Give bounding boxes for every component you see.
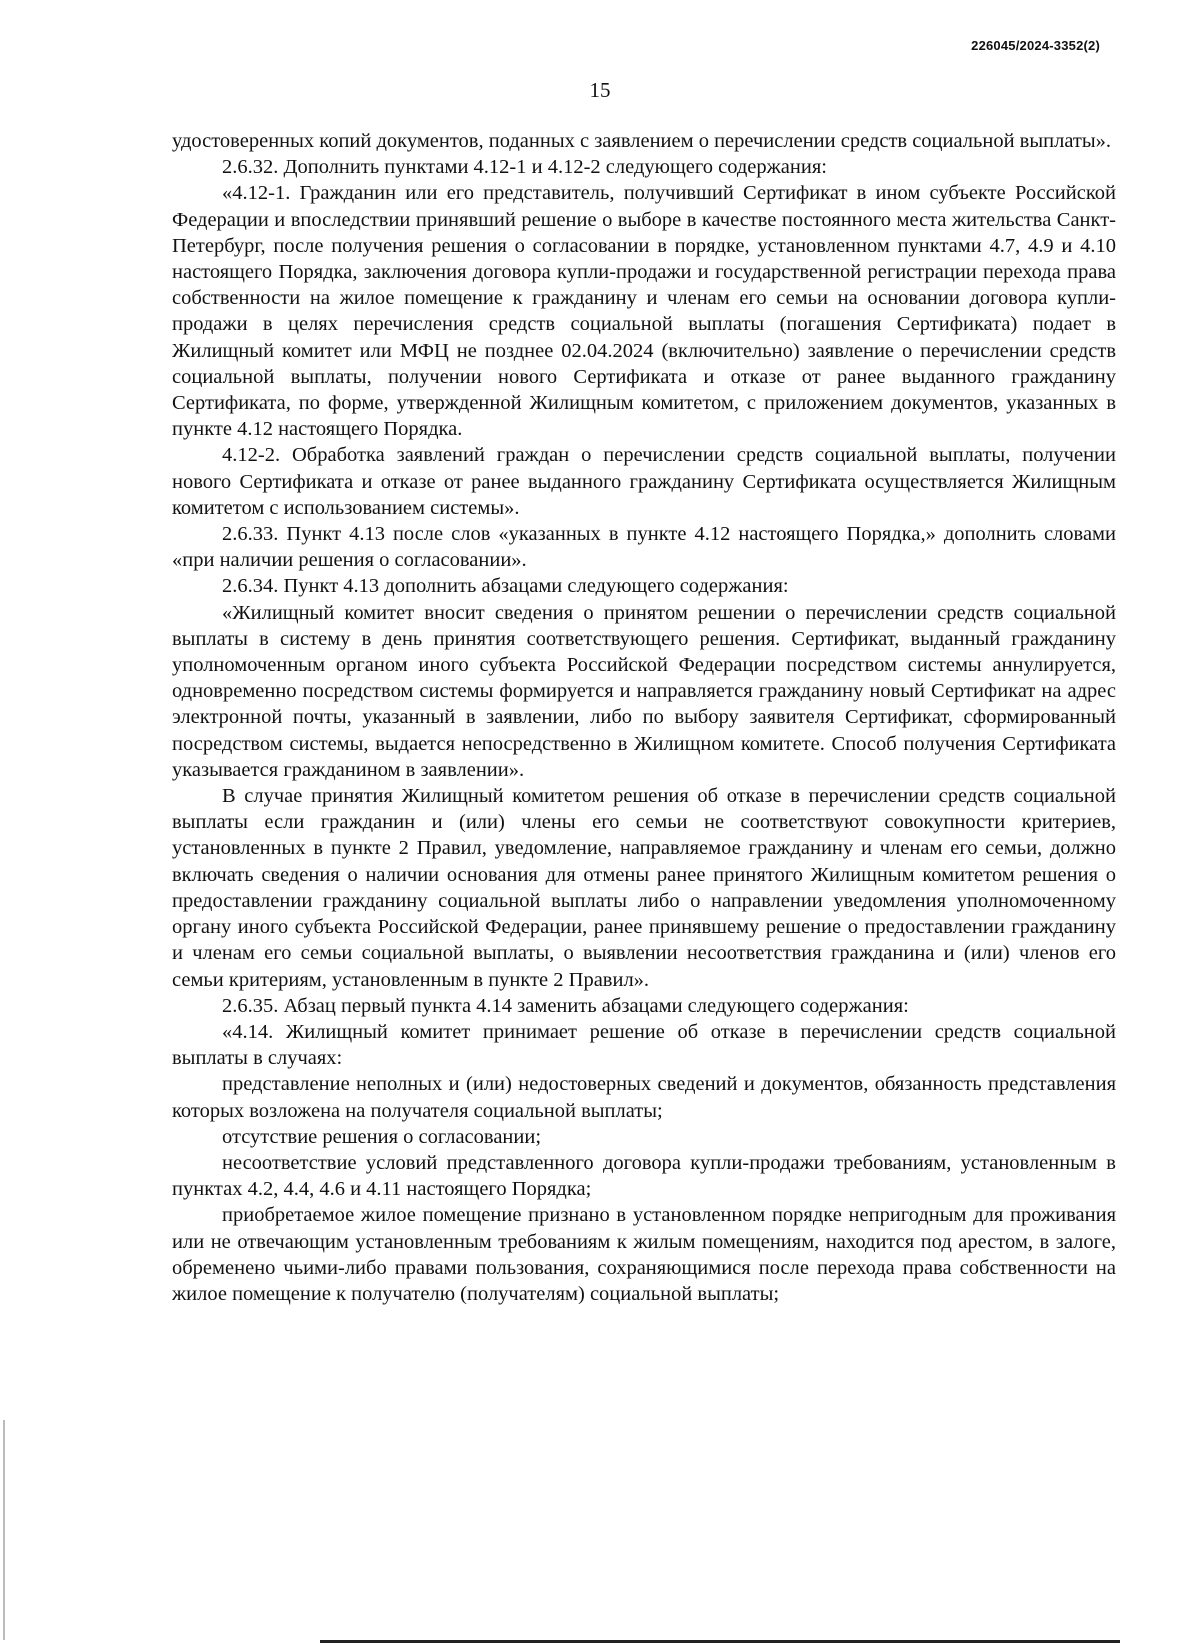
paragraph-clause-4-14: «4.14. Жилищный комитет принимает решение об отказе в перечислении средств социальной выплаты в случаях: (172, 1020, 1116, 1070)
paragraph-item-2-6-34: 2.6.34. Пункт 4.13 дополнить абзацами следующего содержания: (222, 575, 789, 598)
paragraph-item-2-6-35: 2.6.35. Абзац первый пункта 4.14 заменить абзацами следующего содержания: (222, 994, 909, 1017)
paragraph-clause-4-12-1: «4.12-1. Гражданин или его представитель, получивший Сертификат в ином субъекте Российской Федерации и впоследствии принявший решение о выборе в качестве постоянного места жительства Санкт-Петербург, после получения решения о согласовании в порядке, установленном пунктами 4.7, 4.9 и 4.10 настоящего Порядка, заключения договора купли-продажи и государственной регистрации перехода права собственности на жилое помещение к гражданину и членам его семьи на основании договора купли-продажи в целях перечисления средств социальной выплаты (погашения Сертификата) подает в Жилищный комитет или МФЦ не позднее 02.04.2024 (включительно) заявление о перечислении средств социальной выплаты, получении нового Сертификата и отказе от ранее выданного гражданину Сертификата, по форме, утвержденной Жилищным комитетом, с приложением документов, указанных в пункте 4.12 настоящего Порядка. (172, 182, 1116, 441)
paragraph-item-2-6-33: 2.6.33. Пункт 4.13 после слов «указанных в пункте 4.12 настоящего Порядка,» дополнить словами «при наличии решения о согласовании». (172, 523, 1116, 572)
document-body (172, 128, 1116, 1307)
paragraph-item-2-6-32: 2.6.32. Дополнить пунктами 4.12-1 и 4.12-2 следующего содержания: (222, 156, 827, 179)
paragraph-refusal-case: В случае принятия Жилищный комитетом решения об отказе в перечислении средств социальной выплаты если гражданин и (или) члены его семьи не соответствуют совокупности критериев, установленных в пункте 2 Правил, уведомление, направляемое гражданину и членам его семьи, должно включать сведения о наличии основания для отмены ранее принятого Жилищным комитетом решения о предоставлении гражданину социальной выплаты либо о направлении уведомления уполномоченному органу иного субъекта Российской Федерации, ранее принявшему решение о предоставлении гражданину и членам его семьи социальной выплаты, о выявлении несоответствия гражданина и (или) членов его семьи критериям, установленным в пункте 2 Правил». (172, 785, 1116, 991)
paragraph-continuation: удостоверенных копий документов, поданных с заявлением о перечислении средств социальной выплаты». (172, 130, 1111, 152)
page-number: 15 (589, 78, 611, 102)
paragraph-quote-housing-committee: «Жилищный комитет вносит сведения о принятом решении о перечислении средств социальной выплаты в систему в день принятия соответствующего решения. Сертификат, выданный гражданину уполномоченным органом иного субъекта Российской Федерации посредством системы аннулируется, одновременно посредством системы формируется и направляется гражданину новый Сертификат на адрес электронной почты, указанный в заявлении, либо по выбору заявителя Сертификат, сформированный посредством системы, выдается непосредственно в Жилищном комитете. Способ получения Сертификата указывается гражданином в заявлении». (172, 601, 1116, 781)
list-item-unfit-dwelling: приобретаемое жилое помещение признано в установленном порядке непригодным для проживания или не отвечающим установленным требованиям к жилым помещениям, находится под арестом, в залоге, обременено чьими-либо правами пользования, сохраняющимися после перехода права собственности на жилое помещение к получателю (получателям) социальной выплаты; (172, 1204, 1116, 1305)
paragraph-clause-4-12-2: 4.12-2. Обработка заявлений граждан о перечислении средств социальной выплаты, получении нового Сертификата и отказе от ранее выданного гражданину Сертификата осуществляется Жилищным комитетом с использованием системы». (172, 444, 1116, 519)
scan-edge-line (3, 1420, 5, 1640)
scan-bottom-rule (320, 1640, 1120, 1643)
list-item-incomplete-documents: представление неполных и (или) недостоверных сведений и документов, обязанность представления которых возложена на получателя социальной выплаты; (172, 1073, 1116, 1122)
list-item-contract-mismatch: несоответствие условий представленного договора купли-продажи требованиям, установленным в пунктах 4.2, 4.4, 4.6 и 4.11 настоящего Порядка; (172, 1151, 1116, 1201)
document-registration-number: 226045/2024-3352(2) (971, 38, 1100, 53)
list-item-no-approval: отсутствие решения о согласовании; (222, 1125, 542, 1148)
